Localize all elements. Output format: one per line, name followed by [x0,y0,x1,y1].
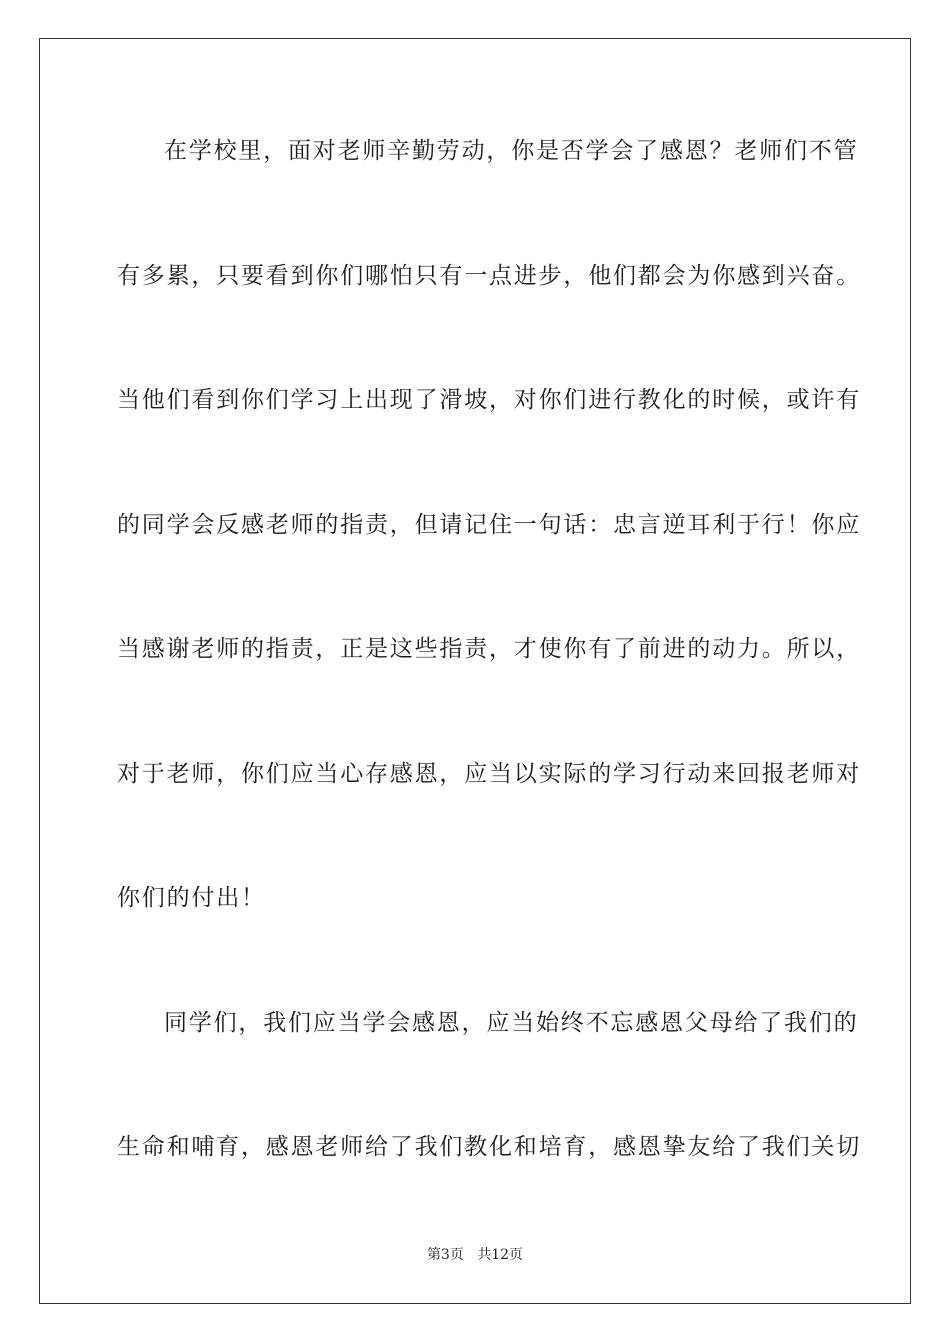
paragraph-1-line-4: 的同学会反感老师的指责，但请记住一句话：忠言逆耳利于行！你应 [117,512,861,538]
page-frame [39,38,911,1304]
paragraph-1-line-1: 在学校里，面对老师辛勤劳动，你是否学会了感恩？老师们不管 [164,138,859,164]
page-total: 共12页 [477,1247,524,1263]
page-number: 第3页 [426,1247,464,1263]
page-footer [0,1245,950,1265]
paragraph-2-line-2: 生命和哺育，感恩老师给了我们教化和培育，感恩挚友给了我们关切 [117,1134,861,1160]
paragraph-1-line-5: 当感谢老师的指责，正是这些指责，才使你有了前进的动力。所以， [117,636,861,662]
paragraph-2-line-1: 同学们，我们应当学会感恩，应当始终不忘感恩父母给了我们的 [164,1010,859,1036]
paragraph-1-line-2: 有多累，只要看到你们哪怕只有一点进步，他们都会为你感到兴奋。 [117,263,861,289]
paragraph-1-line-3: 当他们看到你们学习上出现了滑坡，对你们进行教化的时候，或许有 [117,387,861,413]
paragraph-1-line-7: 你们的付出！ [117,885,266,911]
paragraph-1-line-6: 对于老师，你们应当心存感恩，应当以实际的学习行动来回报老师对 [117,761,861,787]
